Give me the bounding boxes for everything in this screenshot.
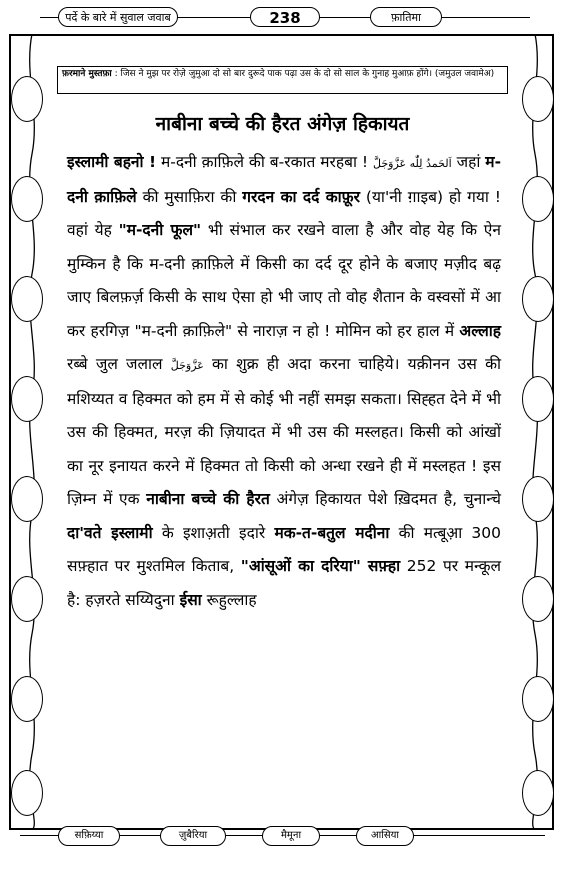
body-bold: "म-दनी फूल": [118, 221, 202, 239]
left-medallion: [11, 576, 43, 622]
body-bold: इस्लामी बहनो !: [67, 153, 157, 171]
right-medallion: [522, 76, 554, 122]
left-medallion: [11, 176, 43, 222]
left-medallion: [11, 76, 43, 122]
body-bold: "आंसूओं का दरिया" सफ़्हा: [240, 557, 401, 575]
body-bold: अल्लाह: [459, 321, 501, 340]
right-medallion: [522, 770, 554, 816]
right-medallion: [522, 476, 554, 522]
page-title: नाबीना बच्चे की हैरत अंगेज़ हिकायत: [155, 113, 410, 135]
arabic-phrase: اَلحَمدُ لِلّٰه عَزَّوَجَلَّ: [373, 157, 452, 170]
farman-box: [57, 66, 508, 94]
arabic-phrase: عَزَّوَجَلَّ: [170, 359, 204, 372]
body-bold: नाबीना बच्चे की हैरत: [146, 490, 270, 508]
page-number: 238: [250, 7, 320, 27]
body-text: [67, 146, 501, 617]
body-span: का शुक्र ही अदा करना चाहिये। यक़ीनन उस की मशिय्यत व हिक्मत को हम में से कोई भी नहीं समझ सकता। सिह्हत देने में भी उस की हिक्मत, मरज़ की ज़ियादत में भी उस की मस्लहत। किसी को आंखों का नूर इनायत करने में हिक्मत तो किसी को अन्धा रखने ही में मस्लहत ! इस ज़िम्न में एक: [67, 355, 501, 508]
left-medallion: [11, 476, 43, 522]
body-paragraph: [67, 146, 501, 617]
left-medallion: [11, 276, 43, 322]
body-span: जहां: [451, 153, 486, 171]
body-bold: मक-त-बतुल मदीना: [274, 523, 390, 542]
body-bold: दा'वते इस्लामी: [67, 523, 153, 542]
body-bold: म-दनी क़ाफ़िले: [67, 153, 501, 206]
footer-label-2: ज़ुबैरिया: [160, 826, 226, 846]
body-span: भी संभाल कर रखने वाला है और वोह येह कि ऐन मुम्किन है कि म-दनी क़ाफ़िले में किसी का दर्द दूर होने के बजाए मज़ीद बढ़ जाए बिलफ़र्ज़ किसी के साथ ऐसा हो भी जाए तो वोह शैतान के वस्वसों में आ कर हरगिज़ "म-दनी क़ाफ़िले" से नाराज़ न हो ! मोमिन को हर हाल में: [67, 221, 501, 340]
footer-label-1: सफ़िय्या: [58, 826, 120, 846]
body-span: की मुसाफ़िरा की: [136, 187, 243, 206]
right-medallion: [522, 176, 554, 222]
left-medallion: [11, 770, 43, 816]
body-span: (या'नी ग़ाइब) हो गया ! वहां येह: [67, 187, 501, 239]
right-medallion: [522, 376, 554, 422]
body-span: हज़रते सय्यिदुना: [85, 590, 180, 609]
page-header: [40, 5, 530, 33]
body-bold: गरदन का दर्द काफ़ूर: [242, 187, 360, 206]
farman-label: फ़रमाने मुस्तफ़ा: [62, 69, 112, 79]
farman-text: : जिस ने मुझ पर रोज़े जुमुआ दो सो बार दुरूदे पाक पढ़ा उस के दो सो साल के गुनाह मुआफ़ होंगे।: [114, 69, 433, 79]
right-medallion: [522, 276, 554, 322]
header-book-title: पर्दे के बारे में सुवाल जवाब: [58, 7, 178, 27]
right-medallion: [522, 576, 554, 622]
left-medallion: [11, 676, 43, 722]
body-span: रूहुल्लाह: [201, 590, 257, 609]
farman-source: (जमुउल जवामेअ): [434, 69, 495, 79]
footer-label-4: आसिया: [356, 826, 414, 846]
body-span: म-दनी क़ाफ़िले की ब-रकात मरहबा !: [156, 153, 369, 171]
body-span: के इशाअ़ती इदारे: [152, 523, 275, 542]
body-span: रब्बे जुल जलाल: [67, 355, 171, 373]
right-medallion: [522, 676, 554, 722]
body-span: अंगेज़ हिकायत पेशे ख़िदमत है, चुनान्चे: [269, 490, 501, 508]
body-span: 252 पर मन्कूल है:: [67, 557, 502, 609]
footer-label-3: मैमूना: [262, 826, 320, 846]
body-span: की मत्बूआ़ 300 सफ़्हात पर मुश्तमिल किताब,: [67, 523, 501, 575]
header-ornament-label: फ़ातिमा: [370, 7, 442, 27]
left-medallion: [11, 376, 43, 422]
body-bold: ईसा: [179, 590, 202, 609]
